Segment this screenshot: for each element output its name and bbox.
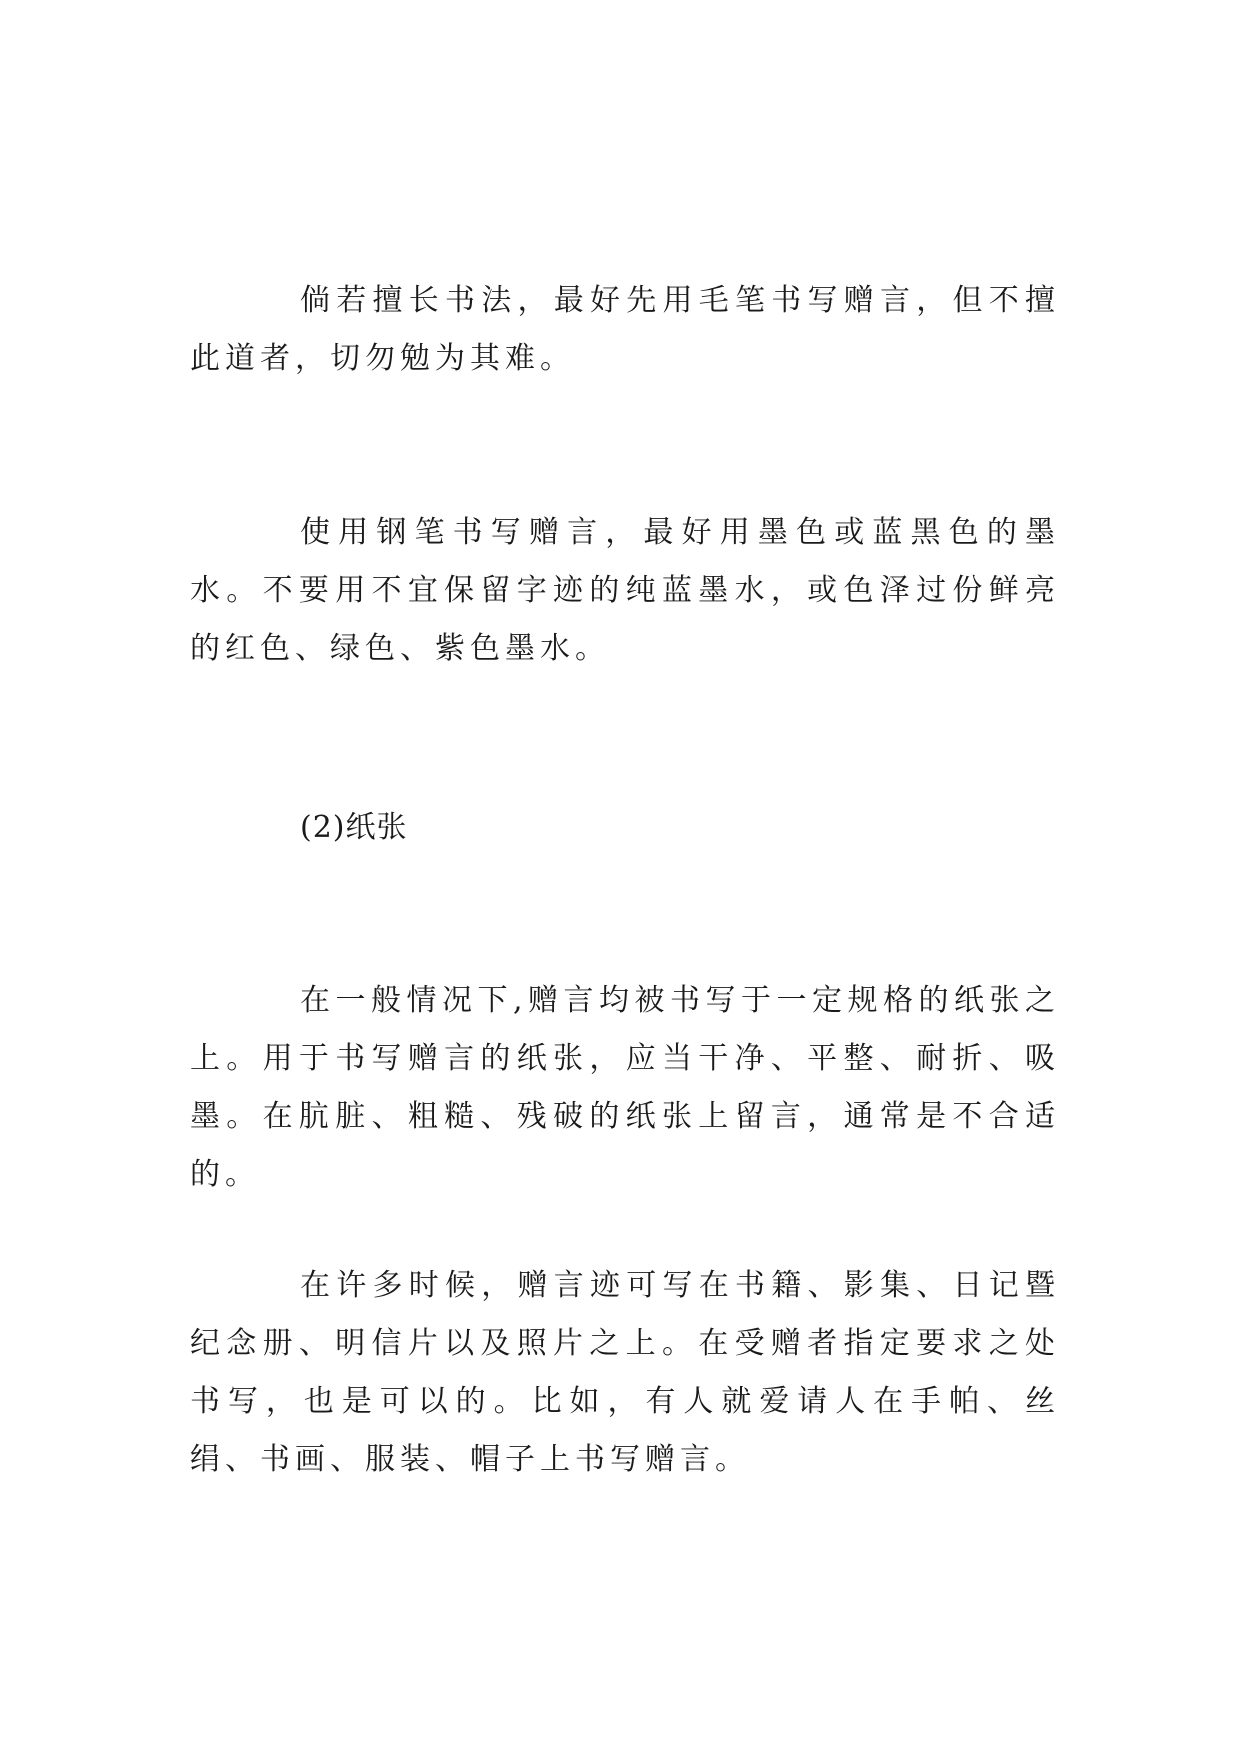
paragraph-pen-ink: 使用钢笔书写赠言，最好用墨色或蓝黑色的墨水。不要用不宜保留字迹的纯蓝墨水，或色泽过份鲜亮的红色、绿色、紫色墨水。 — [190, 515, 1060, 666]
paragraph-paper-requirements: 在一般情况下,赠言均被书写于一定规格的纸张之上。用于书写赠言的纸张，应当干净、平整、耐折、吸墨。在肮脏、粗糙、残破的纸张上留言，通常是不合适的。 — [190, 983, 1060, 1192]
paragraph-brush-calligraphy: 倘若擅长书法，最好先用毛笔书写赠言，但不擅此道者，切勿勉为其难。 — [190, 283, 1060, 376]
section-heading-paper: (2)纸张 — [300, 810, 408, 845]
paragraph-writing-surfaces: 在许多时候，赠言迹可写在书籍、影集、日记暨纪念册、明信片以及照片之上。在受赠者指定要求之处书写，也是可以的。比如，有人就爱请人在手帕、丝绢、书画、服装、帽子上书写赠言。 — [190, 1268, 1060, 1477]
